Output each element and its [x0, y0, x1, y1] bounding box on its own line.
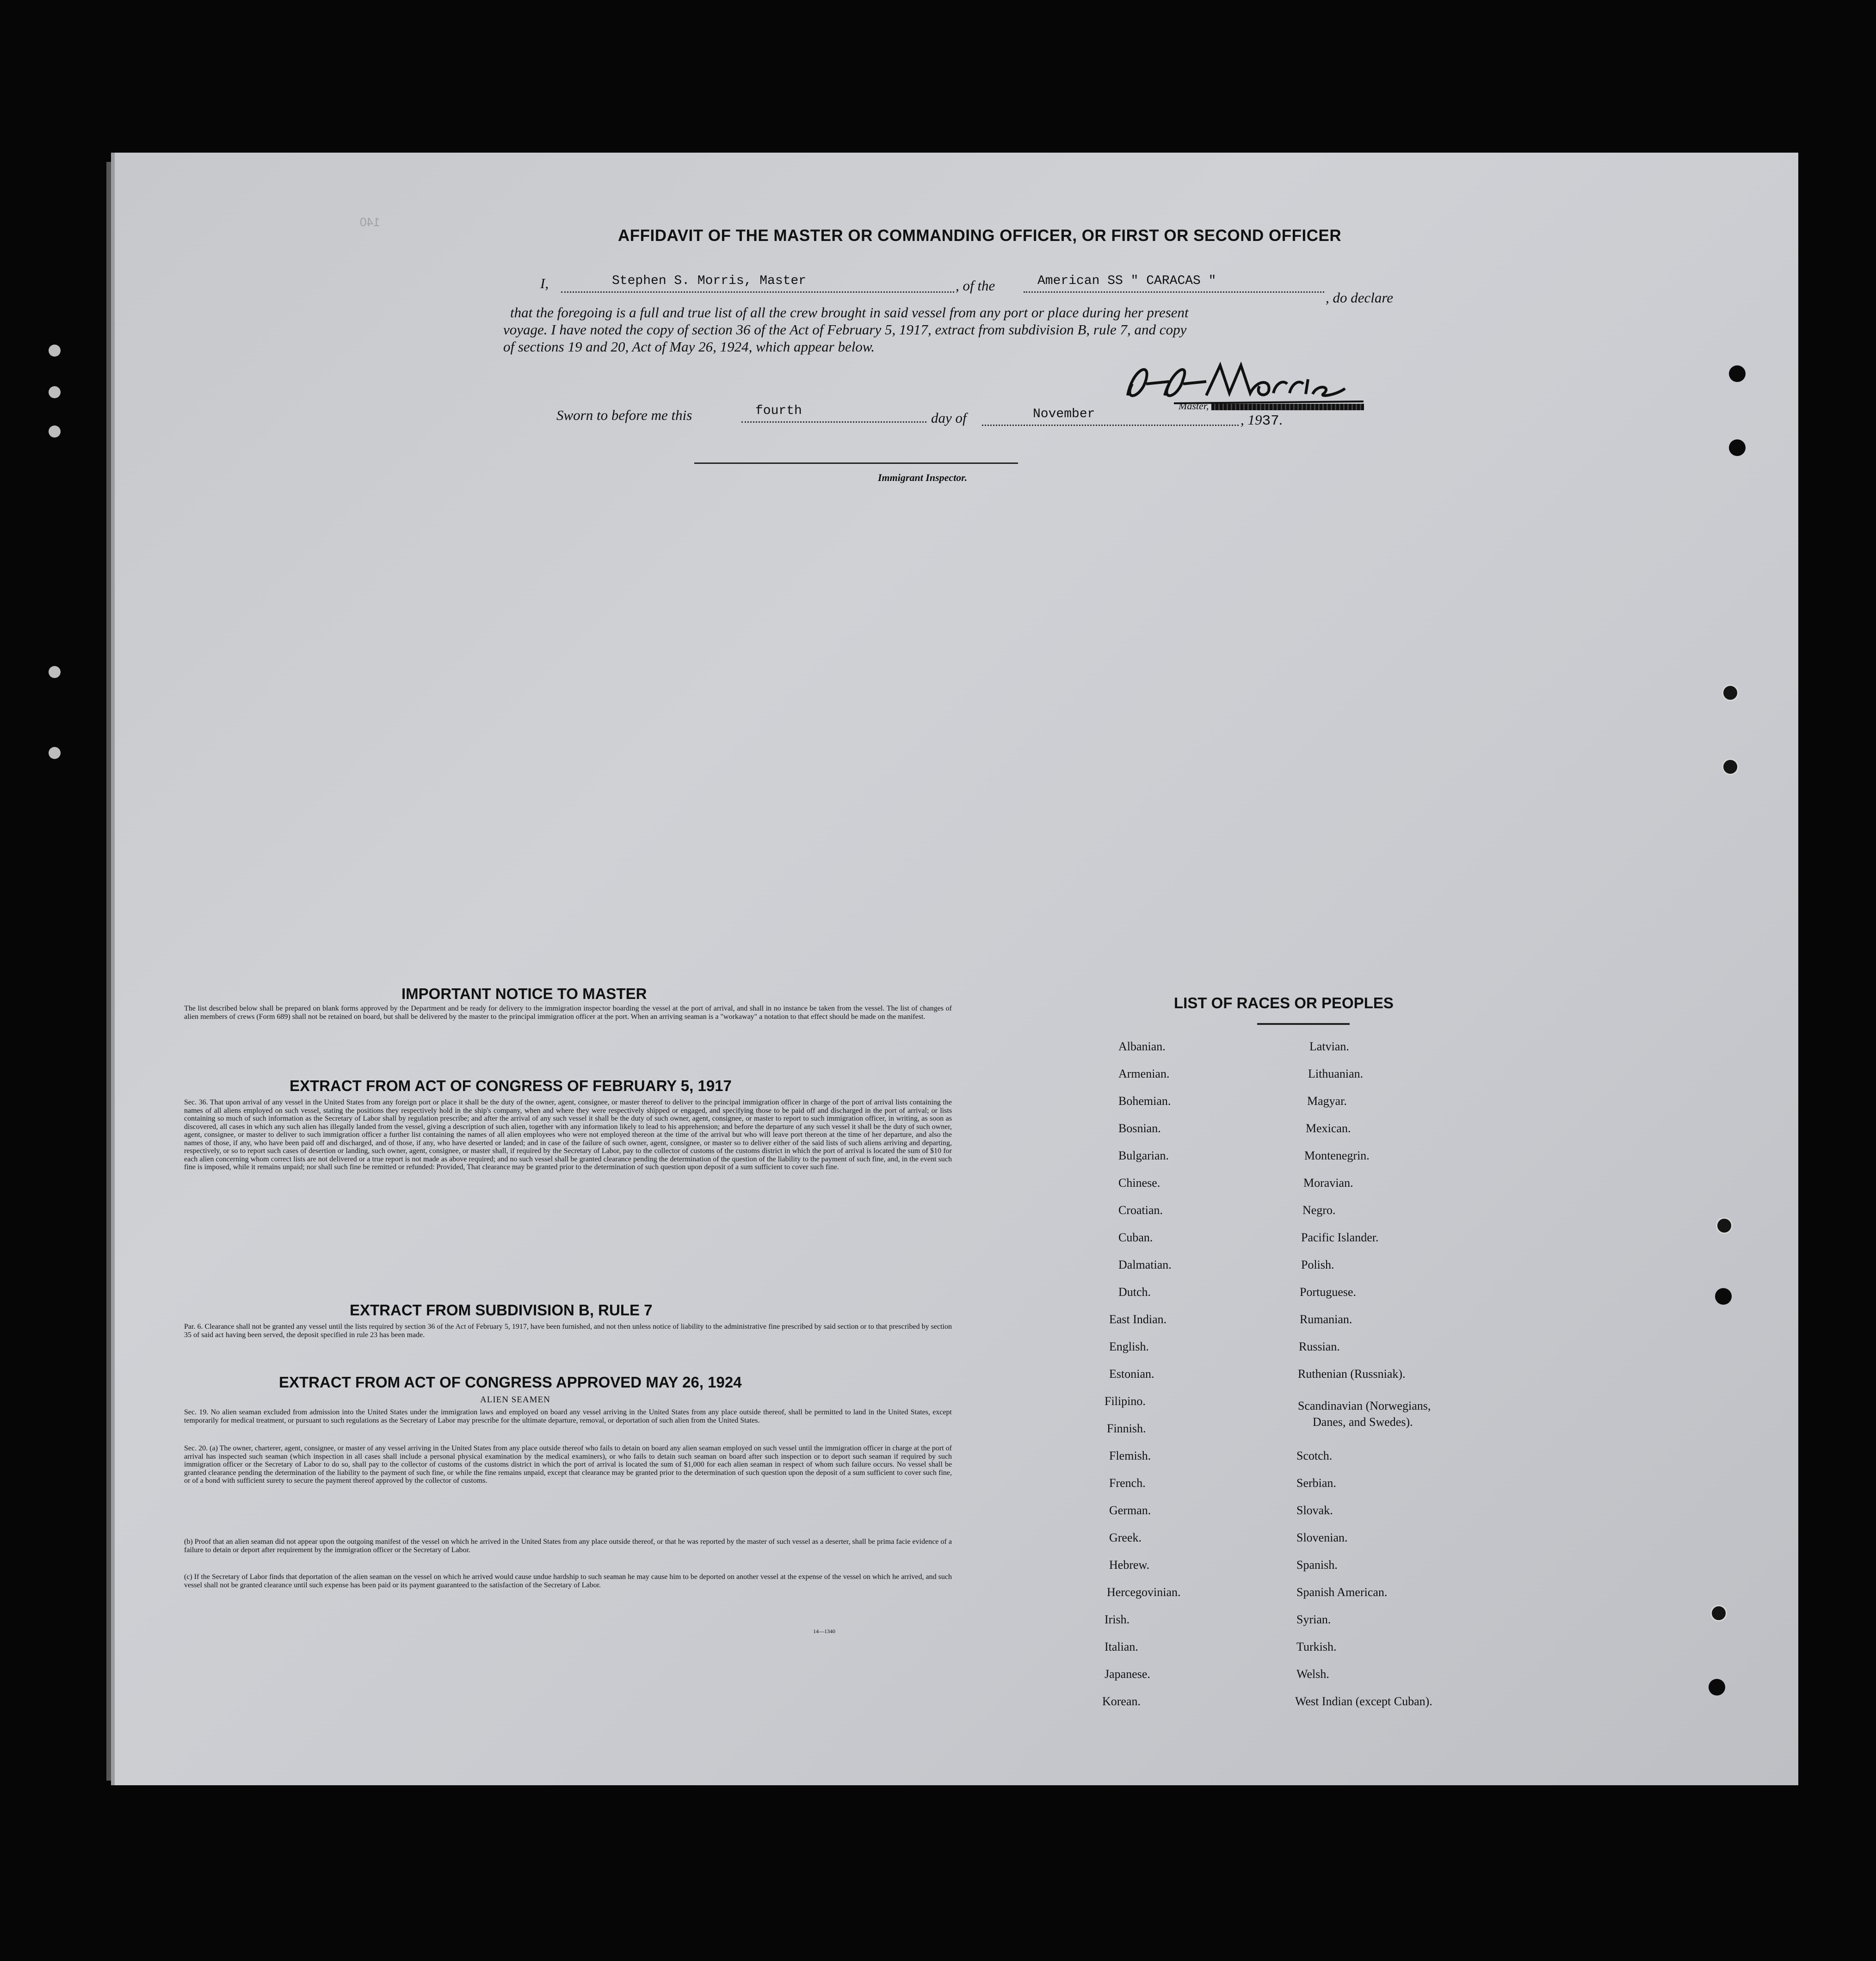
punch-hole-ring [1722, 684, 1739, 701]
inspector-caption: Immigrant Inspector. [878, 472, 968, 483]
affidavit-line-2: that the foregoing is a full and true list of all the crew brought in said vessel from any port or place during her present [510, 304, 1189, 321]
bleed-through-mark: 140 [360, 215, 380, 229]
race-col1-item: Finnish. [1107, 1422, 1146, 1435]
race-col1-item: German. [1109, 1504, 1151, 1517]
vessel-value: American SS " CARACAS " [1037, 274, 1216, 288]
race-col1-item: Bulgarian. [1118, 1149, 1169, 1162]
master-name-field [561, 274, 954, 293]
race-col2-item: Montenegrin. [1304, 1149, 1370, 1162]
inspector-signature-line [694, 462, 1018, 464]
master-name-value: Stephen S. Morris, Master [612, 274, 807, 288]
races-title: LIST OF RACES OR PEOPLES [1174, 994, 1394, 1011]
race-col2-item: Russian. [1299, 1340, 1340, 1353]
year-prefix: , 19 [1240, 412, 1262, 428]
punch-hole [1709, 1679, 1725, 1696]
race-col2-item: Turkish. [1296, 1640, 1337, 1653]
punch-hole-ring [1722, 758, 1739, 775]
race-col2-item: Rumanian. [1300, 1313, 1352, 1326]
race-col2-item: Ruthenian (Russniak). [1298, 1367, 1406, 1381]
race-col1-item: Bosnian. [1118, 1122, 1161, 1135]
race-col1-item: Irish. [1105, 1613, 1130, 1626]
race-col2-item: Scandinavian (Norwegians, [1298, 1399, 1431, 1412]
race-col2-item: Polish. [1301, 1258, 1334, 1271]
race-col2-item: Slovak. [1296, 1504, 1333, 1517]
punch-mark [49, 426, 61, 438]
sworn-day-value: fourth [755, 404, 802, 418]
sec19-body: Sec. 19. No alien seaman excluded from admission into the United States under the immigration laws and employed on board any vessel arriving in the United States from any place outside thereof, shall be permitted to land in the United States, except temporarily for medical treatment, or pursuant to such regulations as the Secretary of Labor may prescribe for the ultimate departure, removal, or deportation of such alien from the United States. [184, 1408, 952, 1424]
affidavit-line-3: voyage. I have noted the copy of section 36 of the Act of February 5, 1917, extract from subdivision B, rule 7, and copy [503, 321, 1187, 338]
punch-mark [49, 666, 61, 678]
race-col2-item: Mexican. [1306, 1122, 1351, 1135]
notice-body: The list described below shall be prepared on blank forms approved by the Department and be ready for delivery to the immigration inspector boarding the vessel at the port of arrival, and shall in no instance be taken from the vessel. The list of changes of alien members of crews (Form 689) shall not be retained on board, but shall be delivered by the master to the principal immigration officer at the port. When an arriving seaman is a "workaway" a notation to that effect should be made on the manifest. [184, 1005, 952, 1021]
race-col2-item: Latvian. [1309, 1040, 1349, 1053]
document-sheet [111, 153, 1798, 1785]
race-col1-item: Bohemian. [1118, 1094, 1171, 1108]
race-col2-item: Pacific Islander. [1301, 1231, 1379, 1244]
punch-mark [49, 747, 61, 759]
punch-mark [49, 386, 61, 398]
form-number: 14—1340 [813, 1628, 835, 1634]
race-col1-item: Croatian. [1118, 1203, 1163, 1217]
race-col2-item: Spanish. [1296, 1558, 1338, 1572]
race-col2-item: West Indian (except Cuban). [1295, 1695, 1432, 1708]
races-title-rule [1257, 1023, 1350, 1025]
day-of-label: day of [931, 410, 967, 426]
race-col1-item: Flemish. [1109, 1449, 1151, 1462]
race-col2-item: Moravian. [1303, 1176, 1353, 1190]
extract-1924-title: EXTRACT FROM ACT OF CONGRESS APPROVED MAY 26, 1924 [279, 1374, 742, 1391]
punch-hole [1729, 365, 1746, 382]
affidavit-title: AFFIDAVIT OF THE MASTER OR COMMANDING OFFICER, OR FIRST OR SECOND OFFICER [618, 227, 1342, 245]
race-col1-item: Dalmatian. [1118, 1258, 1172, 1271]
race-col1-item: Greek. [1109, 1531, 1142, 1544]
race-col1-item: Italian. [1105, 1640, 1138, 1653]
notice-title: IMPORTANT NOTICE TO MASTER [401, 985, 647, 1002]
sworn-label: Sworn to before me this [556, 407, 692, 423]
sworn-month-field [982, 407, 1239, 426]
race-col1-item: Filipino. [1105, 1394, 1146, 1408]
punch-hole [1715, 1288, 1732, 1305]
race-col1-item: East Indian. [1109, 1313, 1167, 1326]
alien-seamen-subtitle: ALIEN SEAMEN [480, 1395, 550, 1405]
extract-1917-title: EXTRACT FROM ACT OF CONGRESS OF FEBRUARY 5, 1917 [290, 1077, 732, 1094]
punch-hole [1729, 439, 1746, 456]
vessel-field [1024, 274, 1324, 293]
race-col2-item: Spanish American. [1296, 1585, 1388, 1599]
race-col2-item: Negro. [1302, 1203, 1336, 1217]
race-col1-item: English. [1109, 1340, 1149, 1353]
race-col2-item: Serbian. [1296, 1476, 1336, 1490]
race-col1-item: Japanese. [1105, 1667, 1150, 1681]
race-col1-item: Korean. [1102, 1695, 1141, 1708]
of-the-label: , of the [956, 278, 995, 294]
race-col2-item: Portuguese. [1300, 1285, 1357, 1299]
race-col1-item: Dutch. [1118, 1285, 1151, 1299]
sec20c-body: (c) If the Secretary of Labor finds that deportation of the alien seaman on the vessel on which he arrived would cause undue hardship to such seaman he may cause him to be deported on another vessel at the expense of the vessel on which he arrived, and such vessel shall not be granted clearance until such expense has been paid or its payment guaranteed to the satisfaction of the Secretary of Labor. [184, 1573, 952, 1589]
signature-caption-label: Master, [1179, 400, 1211, 412]
sworn-month-value: November [1033, 407, 1095, 421]
race-col2-item: Syrian. [1296, 1613, 1331, 1626]
sec20a-body: Sec. 20. (a) The owner, charterer, agent, consignee, or master of any vessel arriving in the United States from any place outside thereof who fails to detain on board any alien seaman employed on such vessel until the immigration officer in charge at the port of arrival has inspected such seaman (which inspection in all cases shall include a personal physical examination by the medical examiners), or who fails to detain such seaman on board after such inspection or to deport such seaman if required by such immigration officer or the Secretary of Labor to do so, shall pay to the collector of customs of the customs district in which the port of arrival is located the sum of $1,000 for each alien seaman in respect of whom such failure occurs. No vessel shall be granted clearance pending the determination of the liability to the payment of such fine, or while the fine remains unpaid, except that clearance may be granted prior to the determination of such question upon the deposit of a sum sufficient to cover such fine, or of a bond with sufficient surety to secure the payment thereof approved by the collector of customs. [184, 1444, 952, 1485]
race-col1-item: Estonian. [1109, 1367, 1154, 1381]
punch-mark [49, 345, 61, 357]
race-col1-item: Hercegovinian. [1107, 1585, 1181, 1599]
pronoun-i: I, [540, 275, 549, 291]
race-col1-item: Chinese. [1118, 1176, 1160, 1190]
race-col2-item: Magyar. [1307, 1094, 1347, 1108]
race-col2-item: Slovenian. [1296, 1531, 1348, 1544]
punch-hole-ring [1710, 1605, 1727, 1622]
rule7-title: EXTRACT FROM SUBDIVISION B, RULE 7 [350, 1301, 653, 1319]
race-col1-item: French. [1109, 1476, 1146, 1490]
sworn-day-field [741, 404, 926, 423]
do-declare-label: , do declare [1326, 290, 1394, 306]
affidavit-line-4: of sections 19 and 20, Act of May 26, 1924, which appear below. [503, 339, 875, 355]
race-col1-item: Armenian. [1118, 1067, 1170, 1080]
sec20b-body: (b) Proof that an alien seaman did not appear upon the outgoing manifest of the vessel on which he arrived in the United States from any place outside thereof, or that he was reported by the master of such vessel as a deserter, shall be prima facie evidence of a failure to detain or deport after requirement by the immigration officer or the Secretary of Labor. [184, 1538, 952, 1554]
race-col2-item: Scotch. [1296, 1449, 1333, 1462]
year-field: , 1937. [1240, 412, 1283, 429]
race-col2-item: Lithuanian. [1308, 1067, 1364, 1080]
extract-1917-body: Sec. 36. That upon arrival of any vessel in the United States from any foreign port or place it shall be the duty of the owner, agent, consignee, or master thereof to deliver to the principal immigration officer in charge of the port of arrival lists containing the names of all aliens employed on such vessel, stating the positions they respectively hold in the ship's company, when and where they were respectively shipped or engaged, and specifying those to be paid off and discharged in the port of arrival; or lists containing so much of such information as the Secretary of Labor shall by regulation prescribe; and after the arrival of any such vessel it shall be the duty of such owner, agent, consignee, or master to report to such immigration officer, in writing, as soon as discovered, all cases in which any such alien has illegally landed from the vessel, giving a description of such alien, together with any information likely to lead to his apprehension; and before the departure of any such vessel it shall be the duty of such owner, agent, consignee, or master to deliver to such immigration officer a further list containing the names of all alien employees who were not employed thereon at the time of the arrival but who will leave port thereon at the time of her departure, and also the names of those, if any, who have been paid off and discharged, and of those, if any, who have deserted or landed; and in case of the failure of such owner, agent, consignee, or master so to deliver either of the said lists of such aliens arriving and departing, respectively, or so to report such cases of desertion or landing, such owner, agent, consignee, or master shall, if required by the Secretary of Labor, pay to the collector of customs of the customs district in which the port of arrival is located the sum of $10 for each alien concerning whom correct lists are not delivered or a true report is not made as above required; and no such vessel shall be granted clearance pending the determination of the question of the liability to the payment of such fine, and, in the event such fine is imposed, while it remains unpaid; nor shall such fine be remitted or refunded: Provided, That clearance may be granted prior to the determination of such question upon deposit of a sum sufficient to cover such fine. [184, 1098, 952, 1171]
race-col1-item: Cuban. [1118, 1231, 1153, 1244]
race-col1-item: Hebrew. [1109, 1558, 1150, 1572]
race-col2-item: Welsh. [1296, 1667, 1329, 1681]
rule7-body: Par. 6. Clearance shall not be granted any vessel until the lists required by section 36 of the Act of February 5, 1917, have been furnished, and not then unless notice of liability to the administrative fine prescribed by said section or to that prescribed by section 35 of said act having been served, the deposit specified in rule 23 has been made. [184, 1323, 952, 1339]
race-col1-item: Albanian. [1118, 1040, 1166, 1053]
race-col2-item: Danes, and Swedes). [1313, 1415, 1413, 1429]
punch-hole-ring [1716, 1217, 1733, 1234]
year-value: 37 [1262, 413, 1279, 429]
